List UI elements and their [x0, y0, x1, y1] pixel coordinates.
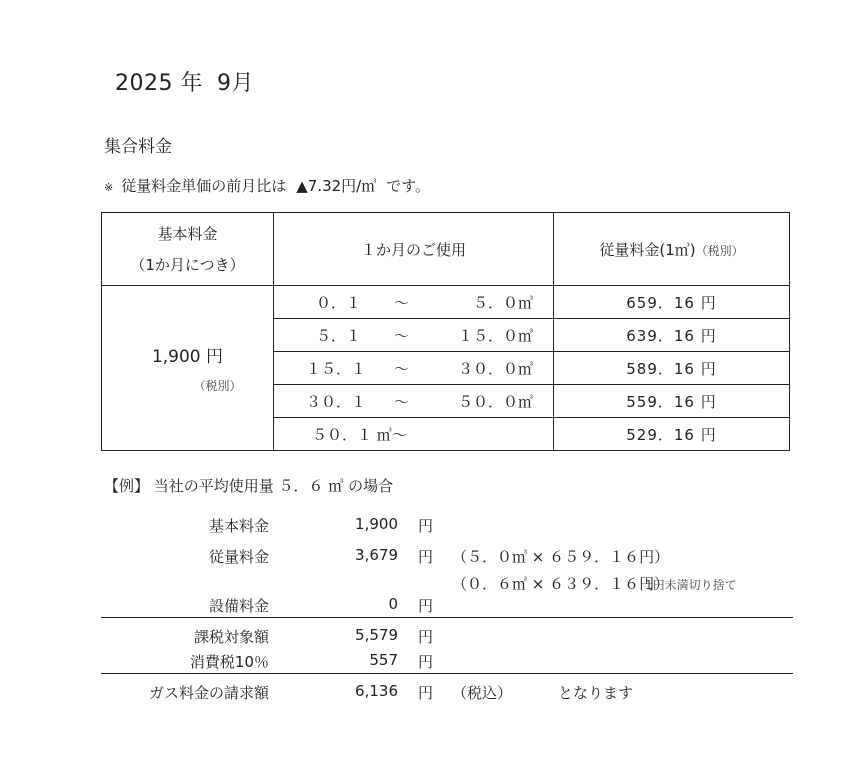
range-tilde: ～ [392, 426, 408, 444]
yen-label: 円 [418, 597, 434, 615]
example-tax-row [0, 651, 854, 673]
note-tail: です。 [386, 177, 431, 195]
title-year: 2025 年 [115, 71, 203, 96]
range-cell [274, 352, 554, 385]
range-cell [274, 418, 554, 451]
range-cell [274, 319, 554, 352]
page-title [115, 66, 254, 97]
yen-label: 円 [418, 548, 434, 566]
yen-label: 円 [418, 653, 434, 671]
divider [101, 617, 793, 618]
example-amount: 6,136 [355, 682, 398, 700]
rate-change-note [104, 175, 430, 196]
rate-table-header [102, 213, 790, 286]
example-amount: 557 [369, 651, 398, 669]
unit-rate-cell: 659．16 円 [554, 286, 790, 319]
example-label: ガス料金の請求額 [148, 684, 269, 702]
base-fee-cell [102, 286, 274, 451]
range-tilde: ～ [394, 294, 410, 312]
range-tilde: ～ [394, 360, 410, 378]
table-row [102, 286, 790, 319]
note-value: ▲7.32円/㎥ [296, 177, 377, 195]
example-label: 従量料金 [208, 548, 269, 566]
example-label: 設備料金 [208, 597, 269, 615]
header-base-line1: 基本料金 [157, 225, 218, 243]
usage-detail-1: （５．０㎥ × ６５９．１６円） [452, 548, 670, 566]
header-unit-rate-note: （税別） [695, 243, 744, 258]
note-mark: ※ [104, 181, 114, 194]
range-from: ５．１ [316, 327, 362, 345]
range-tilde: ～ [394, 327, 410, 345]
range-from: １５．１ [306, 360, 367, 378]
tax-included-note: （税込） [452, 684, 513, 702]
range-tilde: ～ [394, 393, 410, 411]
example-label: 課税対象額 [193, 628, 269, 646]
example-amount: 5,579 [355, 626, 398, 644]
yen-label: 円 [418, 517, 434, 535]
example-heading: 【例】 当社の平均使用量 ５．６ ㎥ の場合 [104, 477, 394, 495]
rate-table [101, 212, 790, 451]
example-amount: 0 [388, 595, 398, 613]
example-label: 基本料金 [208, 517, 269, 535]
rounding-note: 1円未満切り捨て [645, 578, 737, 592]
range-from: ５０．１ ㎥ [312, 426, 392, 444]
range-cell [274, 286, 554, 319]
example-label: 消費税10％ [189, 653, 269, 671]
unit-rate-cell: 639．16 円 [554, 319, 790, 352]
range-from: ０．１ [316, 294, 362, 312]
example-usage-detail-row [0, 573, 854, 595]
range-cell [274, 385, 554, 418]
range-from: ３０．１ [306, 393, 367, 411]
section-title: 集合料金 [104, 137, 172, 157]
range-to: ５．０㎥ [472, 294, 533, 312]
total-tail: となります [558, 684, 634, 702]
title-month: 9月 [216, 71, 254, 96]
range-to: ５０．０㎥ [457, 393, 533, 411]
header-usage: １か月のご使用 [274, 213, 554, 286]
example-equip-row [0, 595, 854, 617]
base-fee-note: （税別） [193, 379, 242, 393]
yen-label: 円 [418, 684, 434, 702]
unit-rate-cell: 589．16 円 [554, 352, 790, 385]
unit-rate-cell: 529．16 円 [554, 418, 790, 451]
unit-rate-cell: 559．16 円 [554, 385, 790, 418]
example-taxable-row [0, 626, 854, 648]
usage-detail-2: （０．６㎥ × ６３９．１６円） [452, 575, 670, 593]
range-to: ３０．０㎥ [457, 360, 533, 378]
example-total-row [0, 682, 854, 704]
header-unit-rate [554, 213, 790, 286]
example-usage-row [0, 546, 854, 568]
header-base-line2: （1か月につき） [130, 256, 245, 274]
divider [101, 673, 793, 674]
header-base-fee [102, 213, 274, 286]
header-unit-rate-label: 従量料金(1㎥) [599, 240, 696, 259]
example-amount: 3,679 [355, 546, 398, 564]
yen-label: 円 [418, 628, 434, 646]
example-base-row [0, 515, 854, 537]
note-text: 従量料金単価の前月比は [121, 177, 287, 195]
range-to: １５．０㎥ [457, 327, 533, 345]
base-fee-value: 1,900 円 [151, 347, 224, 367]
example-amount: 1,900 [355, 515, 398, 533]
